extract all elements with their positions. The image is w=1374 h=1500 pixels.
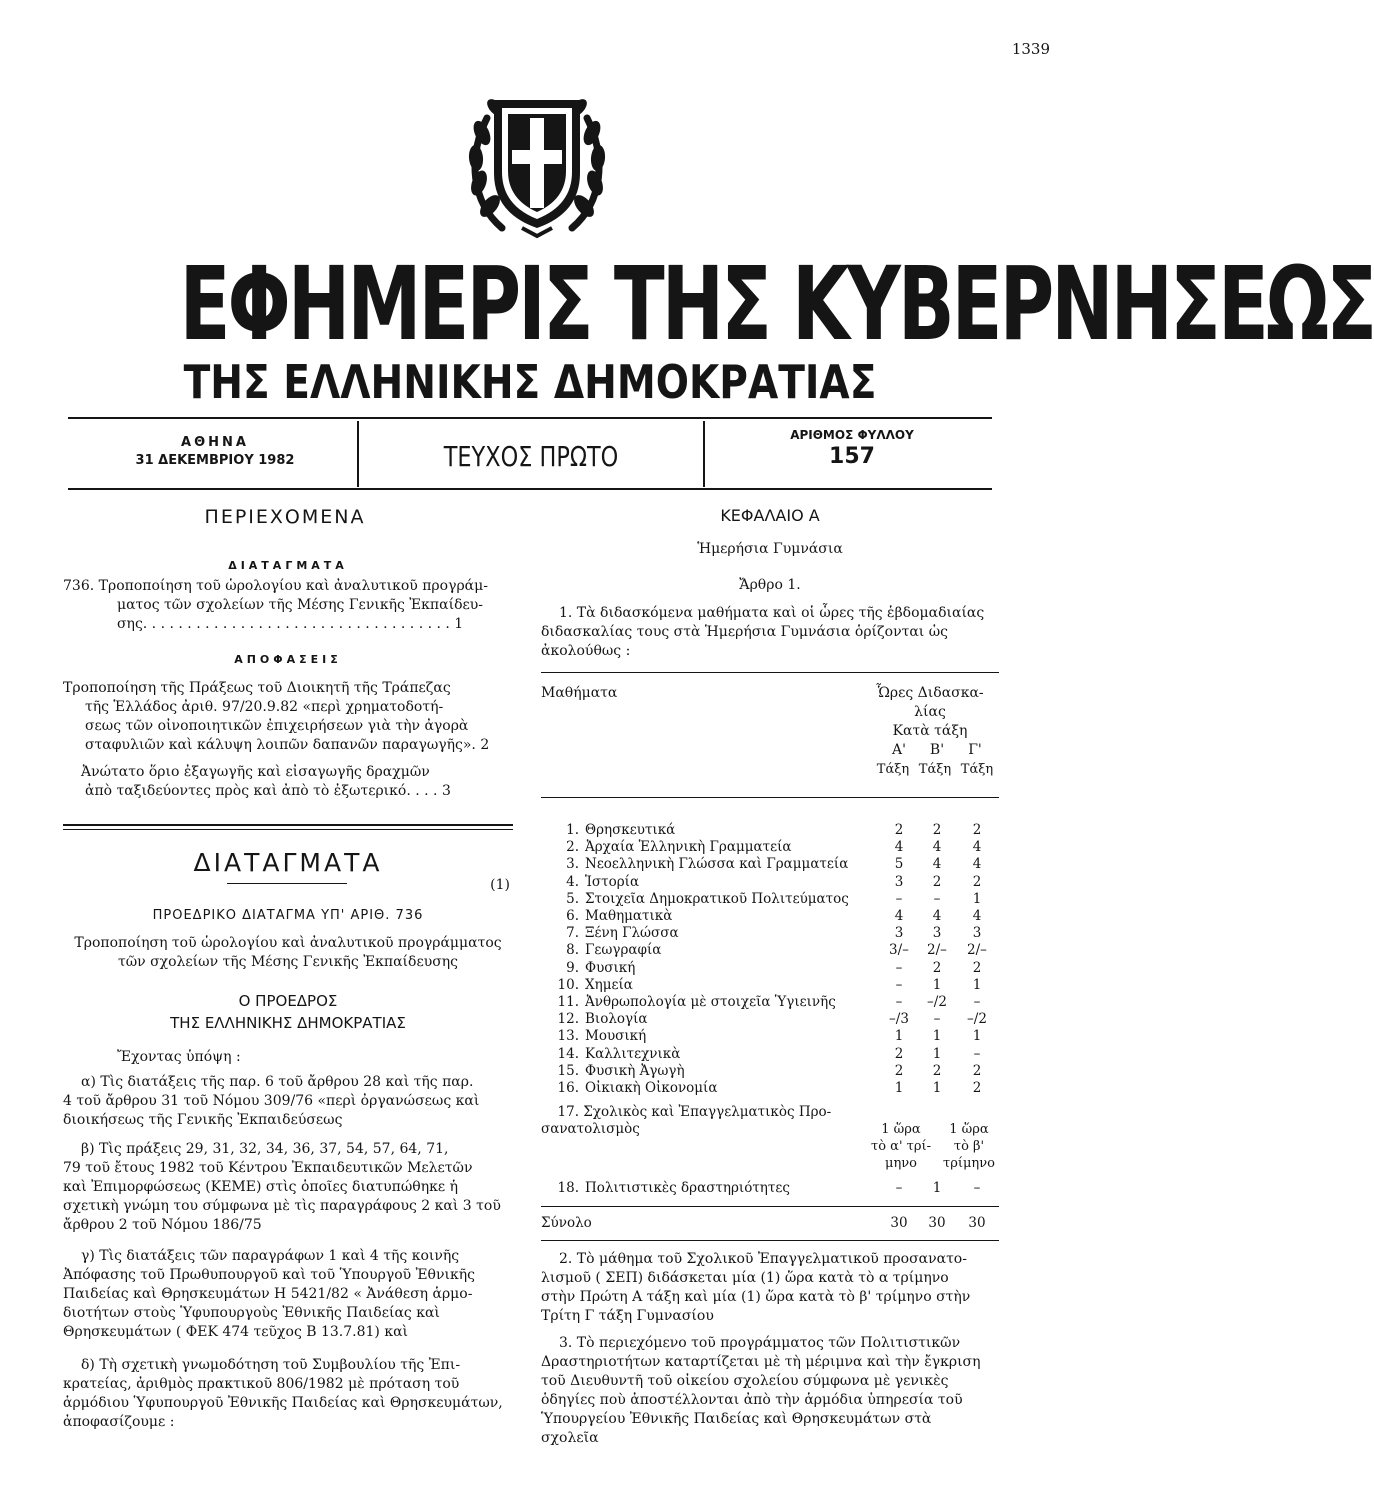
page-number: 1339 bbox=[1011, 40, 1050, 58]
table-row bbox=[541, 891, 999, 908]
table-cell: τρίμηνο bbox=[943, 1156, 995, 1171]
decree-subject bbox=[63, 934, 513, 972]
table-cell: 2 bbox=[894, 1045, 904, 1062]
table-cell: – bbox=[973, 994, 981, 1010]
table-cell: 4 bbox=[932, 908, 942, 924]
paragraph-line: ἄρθρου 2 τοῦ Νόμου 186/75 bbox=[63, 1217, 262, 1233]
table-cell-number: 18. bbox=[557, 1180, 579, 1196]
table-total-rule bbox=[541, 1206, 999, 1207]
paragraph-line: 1. Τὰ διδασκόμενα μαθήματα καὶ οἱ ὧρες τῆς ἑβδομαδιαίας bbox=[559, 605, 985, 621]
total-label: Σύνολο bbox=[541, 1215, 592, 1231]
table-header-subjects: Μαθήματα bbox=[541, 685, 618, 701]
header-divider-left bbox=[357, 421, 359, 487]
article-intro bbox=[541, 604, 999, 661]
article-heading: Ἄρθρο 1. bbox=[739, 577, 801, 593]
chapter-subtitle: Ἡμερήσια Γυμνάσια bbox=[697, 541, 843, 557]
table-cell: – bbox=[895, 959, 903, 976]
table-cell-number: 14. bbox=[557, 1045, 579, 1062]
header-city: ΑΘΗΝΑ bbox=[181, 435, 249, 450]
table-cell: 1 bbox=[932, 1180, 942, 1196]
paragraph-line: 4 τοῦ ἄρθρου 31 τοῦ Νόμου 309/76 «περὶ ὀργανώσεως καὶ bbox=[63, 1093, 480, 1109]
decree-number: (1) bbox=[490, 877, 510, 893]
table-cell-subject: σανατολισμὸς bbox=[541, 1121, 640, 1137]
table-cell: 1 bbox=[932, 1045, 942, 1062]
table-cell: 4 bbox=[932, 856, 942, 873]
table-row bbox=[541, 977, 999, 994]
having-regard: Ἔχοντας ὑπόψη : bbox=[117, 1049, 241, 1065]
table-cell: 1 bbox=[932, 1028, 942, 1045]
table-cell-number: 4. bbox=[566, 873, 579, 890]
table-row bbox=[541, 1046, 999, 1063]
table-cell-number: 9. bbox=[566, 959, 579, 976]
total-cell: 30 bbox=[890, 1215, 908, 1231]
table-cell: μηνο bbox=[885, 1156, 917, 1171]
paragraph-line: διδασκαλίας τους στὰ Ἡμερήσια Γυμνάσια ὁρίζονται ὡς bbox=[541, 624, 948, 640]
article-paragraph-3 bbox=[541, 1334, 999, 1448]
table-cell: 3 bbox=[894, 925, 904, 942]
header-sheet-label: ΑΡΙΘΜΟΣ ΦΥΛΛΟΥ bbox=[790, 428, 914, 442]
preamble-para-b bbox=[63, 1140, 513, 1235]
masthead-subtitle: ΤΗΣ ΕΛΛΗΝΙΚΗΣ ΔΗΜΟΚΡΑΤΙΑΣ bbox=[183, 355, 877, 409]
table-cell: 3/– bbox=[889, 942, 909, 959]
section-heading-underline bbox=[227, 883, 347, 884]
table-cell: 2 bbox=[894, 822, 904, 838]
table-cell: 2 bbox=[972, 1080, 982, 1096]
table-cell: 2 bbox=[932, 959, 942, 976]
table-row bbox=[541, 1063, 999, 1080]
preamble-para-a bbox=[63, 1073, 513, 1130]
president-line: Ο ΠΡΟΕΔΡΟΣ bbox=[238, 992, 338, 1010]
header-sheet-number: 157 bbox=[829, 444, 875, 469]
president-heading bbox=[63, 990, 513, 1034]
decree-subject-line: τῶν σχολείων τῆς Μέσης Γενικῆς Ἐκπαίδευσης bbox=[117, 954, 459, 970]
contents-end-rule bbox=[63, 824, 513, 826]
table-cell-number: 8. bbox=[566, 942, 579, 959]
paragraph-line: Ἀπόφασης τοῦ Πρωθυπουργοῦ καὶ τοῦ Ὑπουργοῦ Ἐθνικῆς bbox=[63, 1267, 475, 1283]
table-cell: 4 bbox=[972, 856, 982, 873]
paragraph-line: 2. Τὸ μάθημα τοῦ Σχολικοῦ Ἐπαγγελματικοῦ προσανατο- bbox=[559, 1251, 967, 1267]
table-top-rule bbox=[541, 672, 999, 673]
table-cell: 2 bbox=[932, 873, 942, 890]
table-cell: 1 bbox=[972, 890, 982, 907]
grade-letter: Β' bbox=[929, 742, 945, 758]
paragraph-line: Δραστηριοτήτων καταρτίζεται μὲ τὴ μέριμνα καὶ τὴν ἔγκριση bbox=[541, 1354, 981, 1370]
president-line: ΤΗΣ ΕΛΛΗΝΙΚΗΣ ΔΗΜΟΚΡΑΤΙΑΣ bbox=[170, 1014, 406, 1032]
table-total-row bbox=[541, 1215, 999, 1232]
paragraph-line: 3. Τὸ περιεχόμενο τοῦ προγράμματος τῶν Πολιτιστικῶν bbox=[559, 1335, 961, 1351]
paragraph-line: Παιδείας καὶ Θρησκευμάτων Η 5421/82 « Ἀνάθεση ἁρμο- bbox=[63, 1286, 473, 1302]
table-cell: –/2 bbox=[927, 994, 947, 1010]
table-cell: –/2 bbox=[967, 1011, 987, 1028]
contents-decrees bbox=[63, 556, 513, 634]
table-cell-subject: Στοιχεῖα Δημοκρατικοῦ Πολιτεύματος bbox=[585, 890, 849, 907]
contents-decision-line: Ἀνώτατο ὅριο ἐξαγωγῆς καὶ εἰσαγωγῆς δραχμῶν bbox=[81, 764, 430, 780]
table-cell: – bbox=[895, 994, 903, 1010]
table-cell: 2 bbox=[972, 1062, 982, 1079]
table-cell-number: 12. bbox=[557, 1011, 579, 1028]
table-cell-number: 17. bbox=[557, 1104, 579, 1120]
table-row bbox=[541, 1080, 999, 1097]
table-cell-subject: Φυσικὴ Ἀγωγὴ bbox=[585, 1062, 685, 1079]
table-cell: 4 bbox=[972, 908, 982, 924]
chapter-heading: ΚΕΦΑΛΑΙΟ Α bbox=[720, 506, 820, 525]
table-header-line: λίας bbox=[914, 704, 946, 720]
table-cell-subject: Μουσική bbox=[585, 1028, 647, 1045]
decree-title: ΠΡΟΕΔΡΙΚΟ ΔΙΑΤΑΓΜΑ ΥΠ' ΑΡΙΘ. 736 bbox=[152, 908, 424, 923]
grade-word: Τάξη bbox=[960, 762, 994, 777]
table-cell: – bbox=[933, 1011, 941, 1028]
table-cell: – bbox=[895, 1180, 903, 1196]
table-cell-number: 2. bbox=[566, 839, 579, 856]
table-cell: 3 bbox=[894, 873, 904, 890]
contents-decision-line: ἀπὸ ταξιδεύοντες πρὸς καὶ ἀπὸ τὸ ἐξωτερικό. . . . 3 bbox=[85, 783, 451, 799]
preamble bbox=[63, 1048, 513, 1432]
table-bottom-rule bbox=[541, 1240, 999, 1241]
table-row bbox=[541, 942, 999, 959]
table-cell: 4 bbox=[972, 839, 982, 856]
table-cell-subject: Χημεία bbox=[585, 976, 633, 993]
table-cell: 2 bbox=[932, 822, 942, 838]
header-date: 31 ΔΕΚΕΜΒΡΙΟΥ 1982 bbox=[135, 453, 295, 468]
contents-decree-line: 736. Τροποποίηση τοῦ ὡρολογίου καὶ ἀναλυτικοῦ προγράμ- bbox=[63, 578, 488, 594]
table-row bbox=[541, 908, 999, 925]
paragraph-line: ἀκολούθως : bbox=[541, 643, 631, 659]
total-cell: 30 bbox=[968, 1215, 986, 1231]
table-cell: 2/– bbox=[967, 942, 987, 959]
grade-letter: Α' bbox=[892, 742, 906, 758]
table-cell: 2 bbox=[894, 1062, 904, 1079]
table-row bbox=[541, 925, 999, 942]
coat-of-arms-emblem bbox=[462, 78, 612, 238]
table-cell: – bbox=[973, 1180, 981, 1196]
table-header-hours bbox=[855, 684, 1005, 741]
table-cell: 4 bbox=[894, 839, 904, 856]
header-sheet bbox=[712, 427, 992, 471]
paragraph-line: διοικήσεως τῆς Γενικῆς Ἐκπαιδεύσεως bbox=[63, 1112, 343, 1128]
table-cell: 1 bbox=[932, 976, 942, 993]
section-heading-decrees: ΔΙΑΤΑΓΜΑΤΑ bbox=[193, 848, 383, 877]
table-cell-number: 13. bbox=[557, 1028, 579, 1045]
paragraph-line: διοτήτων στοὺς Ὑφυπουργοὺς Ἐθνικῆς Παιδείας καὶ bbox=[63, 1305, 440, 1321]
table-header-line: Ὧρες Διδασκα- bbox=[876, 685, 984, 701]
paragraph-line: Τρίτη Γ τάξη Γυμνασίου bbox=[541, 1308, 714, 1324]
table-cell-number: 3. bbox=[566, 856, 579, 873]
paragraph-line: ἀποφασίζουμε : bbox=[63, 1414, 175, 1430]
table-row-18 bbox=[541, 1180, 999, 1197]
table-cell-number: 11. bbox=[557, 994, 579, 1010]
decree-subject-line: Τροποποίηση τοῦ ὡρολογίου καὶ ἀναλυτικοῦ προγράμματος bbox=[74, 935, 502, 951]
table-cell: τὸ β' bbox=[953, 1139, 985, 1154]
table-cell: 1 bbox=[972, 1028, 982, 1045]
paragraph-line: α) Τὶς διατάξεις τῆς παρ. 6 τοῦ ἄρθρου 28 καὶ τῆς παρ. bbox=[81, 1074, 474, 1090]
table-cell: – bbox=[973, 1045, 981, 1062]
total-cell: 30 bbox=[928, 1215, 946, 1231]
table-cell: 1 bbox=[932, 1080, 942, 1096]
contents-decision-line: σεως τῶν οἰνοποιητικῶν ἐπιχειρήσεων γιὰ τὴν ἀγορὰ bbox=[85, 718, 469, 734]
paragraph-line: σχετικὴ γνώμη του σύμφωνα μὲ τὶς παραγράφους 2 καὶ 3 τοῦ bbox=[63, 1198, 501, 1214]
row17-grade-b bbox=[934, 1121, 1004, 1172]
table-header-grade-words bbox=[872, 760, 1004, 779]
table-cell: – bbox=[895, 890, 903, 907]
table-cell-number: 6. bbox=[566, 908, 579, 924]
table-cell: 4 bbox=[932, 839, 942, 856]
table-cell-subject: Μαθηματικὰ bbox=[585, 908, 673, 924]
contents-decision-line: Τροποποίηση τῆς Πράξεως τοῦ Διοικητῆ τῆς Τράπεζας bbox=[63, 680, 451, 696]
table-cell: 1 bbox=[894, 1080, 904, 1096]
grade-letter: Γ' bbox=[968, 742, 982, 758]
table-header-grades bbox=[880, 741, 1000, 760]
header-bottom-rule bbox=[68, 488, 992, 490]
table-cell: 1 bbox=[972, 976, 982, 993]
table-row bbox=[541, 839, 999, 856]
header-divider-right bbox=[703, 421, 705, 487]
table-cell-subject: Ἀνθρωπολογία μὲ στοιχεῖα Ὑγιεινῆς bbox=[585, 994, 836, 1010]
table-cell-number: 10. bbox=[557, 976, 579, 993]
table-header-line: Κατὰ τάξη bbox=[892, 723, 968, 739]
table-cell: τὸ α' τρί- bbox=[871, 1139, 931, 1154]
article-paragraph-2 bbox=[541, 1250, 999, 1326]
table-header-rule bbox=[541, 797, 999, 798]
table-cell: 2 bbox=[932, 1062, 942, 1079]
table-cell-number: 16. bbox=[557, 1080, 579, 1096]
table-cell-number: 1. bbox=[566, 822, 579, 838]
table-row bbox=[541, 822, 999, 839]
contents-decision-line: τῆς Ἑλλάδος ἀριθ. 97/20.9.82 «περὶ χρηματοδοτή- bbox=[85, 699, 444, 715]
table-cell-subject: Γεωγραφία bbox=[585, 942, 662, 959]
table-cell: – bbox=[933, 890, 941, 907]
paragraph-line: κρατείας, ἀριθμὸς πρακτικοῦ 806/1982 μὲ πρόταση τοῦ bbox=[63, 1376, 460, 1392]
paragraph-line: Θρησκευμάτων ( ΦΕΚ 474 τεῦχος Β 13.7.81) καὶ bbox=[63, 1324, 409, 1340]
contents-end-rule-thin bbox=[63, 829, 513, 830]
header-issue: ΤΕΥΧΟΣ ΠΡΩΤΟ bbox=[443, 440, 619, 473]
table-cell: 5 bbox=[894, 856, 904, 873]
table-cell: 1 ὥρα bbox=[949, 1122, 989, 1137]
table-cell: 3 bbox=[932, 925, 942, 942]
table-cell-subject: Βιολογία bbox=[585, 1011, 648, 1028]
table-row bbox=[541, 874, 999, 891]
contents-decree-line: ματος τῶν σχολείων τῆς Μέσης Γενικῆς Ἐκπαίδευ- bbox=[117, 597, 484, 613]
table-cell: 2/– bbox=[927, 942, 947, 959]
row17-grade-a bbox=[866, 1121, 936, 1172]
table-cell: 1 ὥρα bbox=[881, 1122, 921, 1137]
preamble-para-c bbox=[63, 1247, 513, 1342]
table-cell-subject: Πολιτιστικὲς δραστηριότητες bbox=[585, 1180, 790, 1196]
contents-title: ΠΕΡΙΕΧΟΜΕΝΑ bbox=[204, 506, 366, 528]
table-cell-subject: Σχολικὸς καὶ Ἐπαγγελματικὸς Προ- bbox=[583, 1104, 832, 1120]
paragraph-line: καὶ Ἐπιμορφώσεως (ΚΕΜΕ) στὶς ὁποῖες διατυπώθηκε ἡ bbox=[63, 1179, 458, 1195]
table-cell: 2 bbox=[972, 873, 982, 890]
table-cell-subject: Ξένη Γλώσσα bbox=[585, 925, 679, 942]
paragraph-line: ὁδηγίες ποὺ ἀποστέλλονται ἀπὸ τὴν ἁρμόδια ὑπηρεσία τοῦ bbox=[541, 1392, 963, 1408]
table-cell-subject: Οἰκιακὴ Οἰκονομία bbox=[585, 1080, 718, 1096]
grade-word: Τάξη bbox=[918, 762, 952, 777]
paragraph-line: λισμοῦ ( ΣΕΠ) διδάσκεται μία (1) ὥρα κατὰ τὸ α τρίμηνο bbox=[541, 1270, 949, 1286]
table-row bbox=[541, 994, 999, 1011]
table-row bbox=[541, 1028, 999, 1045]
paragraph-line: στὴν Πρώτη Α τάξη καὶ μία (1) ὥρα κατὰ τὸ β' τρίμηνο στὴν bbox=[541, 1289, 971, 1305]
paragraph-line: 79 τοῦ ἔτους 1982 τοῦ Κέντρου Ἐκπαιδευτικῶν Μελετῶν bbox=[63, 1160, 473, 1176]
paragraph-line: Ὑπουργείου Ἐθνικῆς Παιδείας καὶ Θρησκευμάτων στὰ bbox=[541, 1411, 932, 1427]
paragraph-line: τοῦ Διευθυντῆ τοῦ οἰκείου σχολείου σύμφωνα μὲ γενικὲς bbox=[541, 1373, 949, 1389]
table-row bbox=[541, 856, 999, 873]
table-cell: 3 bbox=[972, 925, 982, 942]
table-cell-number: 7. bbox=[566, 925, 579, 942]
contents-decree-line: σης. . . . . . . . . . . . . . . . . . . . . . . . . . . . . . . . . . . 1 bbox=[117, 616, 464, 632]
table-cell-number: 5. bbox=[566, 890, 579, 907]
table-cell-subject: Καλλιτεχνικὰ bbox=[585, 1045, 681, 1062]
table-row bbox=[541, 960, 999, 977]
contents-decisions-heading: ΑΠΟΦΑΣΕΙΣ bbox=[234, 653, 342, 666]
contents-decision-line: σταφυλιῶν καὶ κάλυψη λοιπῶν δαπανῶν παραγωγῆς». 2 bbox=[85, 737, 490, 753]
table-cell: 1 bbox=[894, 1028, 904, 1045]
paragraph-line: σχολεῖα bbox=[541, 1430, 599, 1446]
contents-decisions bbox=[63, 650, 513, 801]
header-top-rule bbox=[68, 417, 992, 419]
paragraph-line: β) Τὶς πράξεις 29, 31, 32, 34, 36, 37, 54, 57, 64, 71, bbox=[81, 1141, 449, 1157]
table-cell-number: 15. bbox=[557, 1062, 579, 1079]
table-row bbox=[541, 1011, 999, 1028]
table-cell-subject: Νεοελληνικὴ Γλώσσα καὶ Γραμματεία bbox=[585, 856, 849, 873]
preamble-para-d bbox=[63, 1356, 513, 1432]
contents-decrees-heading: ΔΙΑΤΑΓΜΑΤΑ bbox=[228, 559, 348, 572]
table-cell: –/3 bbox=[889, 1011, 909, 1028]
table-cell: 4 bbox=[894, 908, 904, 924]
paragraph-line: ἁρμόδιου Ὑφυπουργοῦ Ἐθνικῆς Παιδείας καὶ Θρησκευμάτων, bbox=[63, 1395, 503, 1411]
table-cell: – bbox=[895, 976, 903, 993]
table-cell-subject: Ἀρχαία Ἑλληνικὴ Γραμματεία bbox=[585, 839, 792, 856]
table-cell-subject: Ἱστορία bbox=[585, 873, 640, 890]
paragraph-line: γ) Τὶς διατάξεις τῶν παραγράφων 1 καὶ 4 τῆς κοινῆς bbox=[81, 1248, 460, 1264]
table-cell-subject: Φυσική bbox=[585, 959, 636, 976]
masthead-title: ΕΦΗΜΕΡΙΣ ΤΗΣ ΚΥΒΕΡΝΗΣΕΩΣ bbox=[179, 245, 1374, 364]
table-cell: 2 bbox=[972, 822, 982, 838]
grade-word: Τάξη bbox=[876, 762, 910, 777]
header-location-date bbox=[80, 434, 350, 470]
paragraph-line: δ) Τὴ σχετικὴ γνωμοδότηση τοῦ Συμβουλίου τῆς Ἐπι- bbox=[81, 1357, 461, 1373]
table-cell-subject: Θρησκευτικά bbox=[585, 822, 676, 838]
table-cell: 2 bbox=[972, 959, 982, 976]
